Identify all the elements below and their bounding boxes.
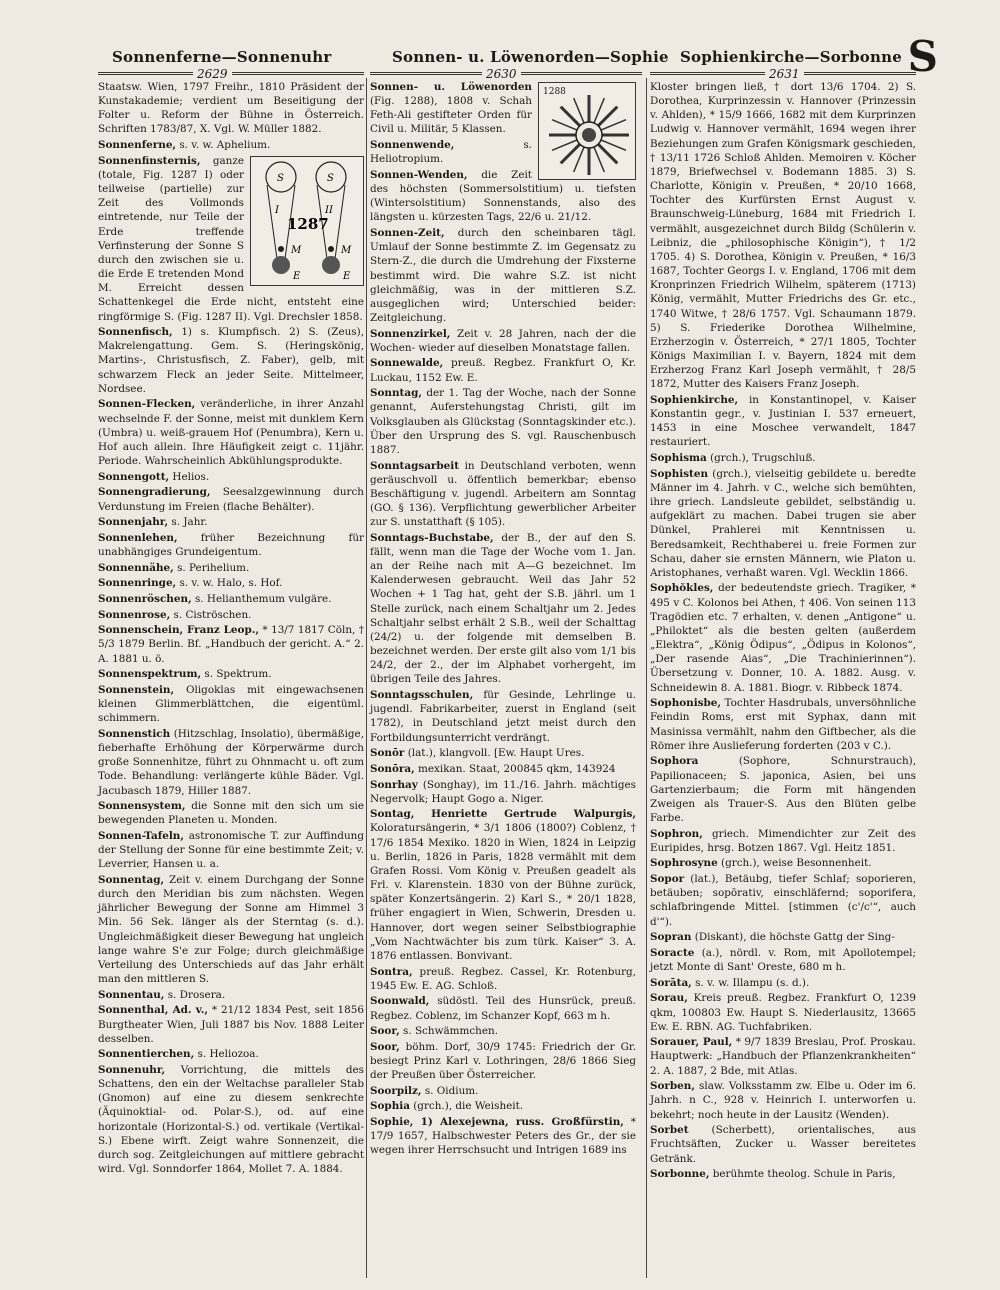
moon-left	[278, 246, 284, 252]
entry-text: (a.), nördl. v. Rom, mit Apollotempel; jetzt Monte di Sant' Oreste, 680 m h.	[650, 946, 916, 974]
entry-text: s. Jahr.	[168, 516, 208, 529]
dictionary-entry	[650, 393, 916, 450]
dictionary-entry	[370, 807, 636, 963]
figure-label: M	[341, 244, 352, 256]
entry-headword: Sonnen-Zeit,	[370, 227, 445, 240]
entry-text: Tochter Hasdrubals, unversöhnliche Feindin Roms, erst mit Syphax, dann mit Masinissa vermählt, nahm den Giftbecher, als die Römer ihre Auslieferung forderten (203 v C.).	[650, 697, 916, 752]
dictionary-entry	[370, 226, 636, 325]
entry-headword: Sonnen-Wenden,	[370, 168, 468, 181]
entry-text: s. Spektrum.	[201, 668, 272, 681]
entry-headword: Sorben,	[650, 1080, 695, 1093]
dictionary-entry	[650, 991, 916, 1033]
entry-headword: Sophora	[650, 755, 699, 768]
entry-text: böhm. Dorf, 30/9 1745: Friedrich der Gr. besiegt Prinz Karl v. Lothringen, 28/6 1866 Sieg der Preußen über Österreicher.	[370, 1040, 636, 1082]
dictionary-entry	[370, 356, 636, 384]
entry-text: der B., der auf den S. fällt, wenn man die Tage der Woche vom 1. Jan. an der Reihe nach mit A—G bezeichnet. Im Kalenderwesen gebraucht. Weil das Jahr 52 Wochen + 1 Tag hat, geht der S.B. jährl. um 1 Stelle zurück, nach einem Schaltjahr um 2. Jedes Schaltjahr selbst erhält 2 S.B., weil der Schalttag (24/2) u. der folgende mit demselben B. bezeichnet werden. Der erste gilt also vom 1/1 bis 24/2, der 2., der im Alphabet vorhergeht, im übrigen Teile des Jahres.	[370, 531, 636, 686]
entry-text: * 9/7 1839 Breslau, Prof. Proskau. Hauptwerk: „Handbuch der Pflanzenkrankheiten“ 2. A. 1887, 2 Bde, mit Atlas.	[650, 1036, 916, 1077]
dictionary-entry	[98, 576, 364, 590]
dictionary-entry	[370, 1099, 636, 1113]
entry-headword: Sorauer, Paul,	[650, 1036, 733, 1049]
entry-headword: Sonnensystem,	[98, 800, 186, 813]
entry-headword: Sonnennähe,	[98, 561, 174, 574]
dictionary-entry	[650, 451, 916, 465]
figure-label: S	[327, 172, 334, 184]
entry-text: Vorrichtung, die mittels des Schattens, den ein der Weltachse paralleler Stab (Gnomon) auf eine zu diesem senkrechte (Äquinoktial- od. Polar-S.), od. auf eine horizontale (Horizontal-S.) od. vertikale (Vertikal-S.) Ebene wirft. Zeigt wahre Sonnenzeit, die durch sog. Zeitgleichungen auf mittlere gebracht wird. Vgl. Sonndorfer 1864, Mollet 7. A. 1884.	[98, 1063, 364, 1176]
entry-headword: Sonnenschein, Franz Leop.,	[98, 624, 259, 637]
entry-text: (Hitzschlag, Insolatio), übermäßige, fieberhafte Erhöhung der Körperwärme durch große Sonnenhitze, führt zu Ohnmacht u. oft zum Tode. Behandlung: verlängerte kühle Bäder. Vgl. Jacubasch 1879, Hiller 1887.	[98, 727, 364, 797]
entry-text: slaw. Volksstamm zw. Elbe u. Oder im 6. Jahrh. n C., 928 v. Heinrich I. unterworfen u. bekehrt; noch heute in der Lausitz (Wenden).	[650, 1080, 916, 1121]
dictionary-entry	[370, 386, 636, 457]
figure-label: I	[275, 204, 279, 216]
entry-text: (grch.), die Weisheit.	[409, 1100, 524, 1113]
entry-headword: Sophisma	[650, 452, 707, 465]
entry-text: südöstl. Teil des Hunsrück, preuß. Regbez. Coblenz, im Schanzer Kopf, 663 m h.	[370, 995, 636, 1022]
dictionary-entry	[370, 1024, 636, 1038]
entry-headword: Sonnenröschen,	[98, 592, 192, 605]
entry-text: s. Heliozoa.	[194, 1048, 259, 1061]
entry-text: in Konstantinopel, v. Kaiser Konstantin gegr., v. Justinian I. 537 erneuert, 1453 in eine Moschee verwandelt, 1847 restauriert.	[650, 393, 916, 449]
dictionary-entry	[650, 80, 916, 391]
eclipse-diagram	[251, 157, 363, 285]
entry-text: s. Drosera.	[164, 988, 226, 1001]
entry-headword: Sonnenuhr,	[98, 1063, 166, 1076]
entry-text: astronomische T. zur Auffindung der Stellung der Sonne für eine bestimmte Zeit; v. Leverrier, Hansen u. a.	[98, 829, 364, 871]
dictionary-entry	[650, 930, 916, 944]
entry-text: (Songhay), im 11./16. Jahrh. mächtiges Negervolk; Haupt Gogo a. Niger.	[370, 778, 636, 805]
dictionary-entry	[650, 696, 916, 753]
entry-headword: Sopor	[650, 873, 685, 886]
header-rule-left	[98, 67, 364, 81]
entry-text: veränderliche, in ihrer Anzahl wechselnde F. der Sonne, meist mit dunklem Kern (Umbra) u. weiß-grauem Hof (Penumbra), Kern u. Hof auch allein. Ihre Häufigkeit zeigt c. 11jähr. Periode. Wahrscheinlich Abkühlungsprodukte.	[98, 398, 364, 468]
entry-headword: Sonnenringe,	[98, 577, 177, 590]
entry-headword: Sonntagsarbeit	[370, 459, 460, 472]
figure-label: M	[291, 244, 302, 256]
entry-headword: Sopran	[650, 931, 692, 944]
entry-headword: Sonnenfisch,	[98, 326, 173, 339]
dictionary-entry	[370, 459, 636, 530]
dictionary-entry	[98, 799, 364, 827]
shadow-ray	[267, 185, 277, 259]
entry-text: die Zeit des höchsten (Sommersolstitium) u. tiefsten (Wintersolstitium) Sonnenstands, also des längsten u. kürzesten Tags, 22/6 u. 21/12.	[370, 168, 636, 224]
entry-headword: Sonōra,	[370, 762, 415, 775]
entry-text: Zeit v. einem Durchgang der Sonne durch den Meridian bis zum nächsten. Wegen jährlicher Bewegung der Sonne am Himmel 3 Min. 56 Sek. länger als der Sterntag (s. d.). Ungleichmäßigkeit dieser Bewegung hat ungleich lange wahre S'e zur Folge; durch gleichmäßige Verteilung des Unterschieds auf das Jahr erhält man den mittleren S.	[98, 873, 364, 986]
entry-headword: Sonnenfinsternis,	[98, 154, 201, 167]
entry-text: s. Helianthemum vulgäre.	[191, 592, 332, 605]
dictionary-entry	[98, 829, 364, 871]
dictionary-entry	[98, 397, 364, 468]
dictionary-entry	[370, 1115, 636, 1157]
text-column-middle	[370, 80, 636, 1159]
entry-headword: Sorau,	[650, 992, 688, 1005]
dictionary-entry	[370, 994, 636, 1022]
dictionary-entry	[98, 988, 364, 1002]
entry-headword: Soor,	[370, 1040, 400, 1053]
dictionary-entry	[98, 154, 364, 324]
dictionary-entry	[650, 872, 916, 929]
figure-label: E	[343, 270, 351, 282]
dictionary-entry	[98, 325, 364, 396]
entry-text: berühmte theolog. Schule in Paris,	[709, 1168, 896, 1181]
entry-text: s. v. w. Halo, s. Hof.	[176, 577, 283, 590]
entry-headword: Sonnenferne,	[98, 139, 177, 152]
entry-text: (Fig. 1288), 1808 v. Schah Feth-Ali gestifteter Orden für Civil u. Militär, 5 Klassen.	[370, 95, 532, 136]
dictionary-entry	[650, 467, 916, 580]
dictionary-entry	[650, 1035, 916, 1077]
entry-text: s. Schwämmchen.	[399, 1025, 499, 1038]
entry-text: die Sonne mit den sich um sie bewegenden Planeten u. Monden.	[98, 800, 364, 827]
dictionary-entry	[650, 1079, 916, 1121]
entry-text: Helios.	[169, 470, 210, 483]
entry-text: Staatsw. Wien, 1797 Freihr., 1810 Präsident der Kunstakademie; verdient um Beseitigung der Folter u. Reform der Bühne in Österreich. Schriften 1783/87, X. Vgl. W. Müller 1882.	[98, 81, 364, 136]
dictionary-entry	[98, 470, 364, 484]
entry-headword: Sonnengradierung,	[98, 486, 211, 499]
figure-label: E	[293, 270, 301, 282]
header-rule-mid	[370, 67, 642, 81]
entry-headword: Soracte	[650, 946, 695, 959]
entry-text: Koloratursängerin, * 3/1 1806 (1800?) Coblenz, † 17/6 1854 Mexiko. 1820 in Wien, 1824 in Leipzig u. Berlin, 1826 in Paris, 1828 vermählt mit dem Grafen Rossi. Vom König v. Preußen geadelt als Frl. v. Klarenstein. 1830 von der Bühne zurück, später Konzertsängerin. 2) Karl S., * 20/1 1828, früher engagiert in Wien, Schwerin, Dresden u. Hannover, dort wegen seiner Selbstbiographie „Vom Nachtwächter bis zum türk. Kaiser“ 3. A. 1876 entlassen. Bonvivant.	[370, 822, 636, 962]
entry-headword: Soorpilz,	[370, 1084, 422, 1097]
dictionary-entry	[98, 80, 364, 137]
earth-left	[272, 256, 290, 274]
dictionary-entry	[98, 873, 364, 986]
entry-headword: Sonnenlehen,	[98, 531, 178, 544]
earth-right	[322, 256, 340, 274]
dictionary-entry	[650, 581, 916, 694]
entry-text: * 17/9 1657, Halbschwester Peters des Gr., der sie wegen ihrer Herrschsucht und Intrigen 1689 ins	[370, 1116, 636, 1157]
entry-headword: Sonnengott,	[98, 470, 170, 483]
entry-headword: Sonnenwende,	[370, 139, 455, 152]
moon-right	[328, 246, 334, 252]
entry-headword: Sonrhay	[370, 778, 418, 791]
entry-text: Oligoklas mit eingewachsenen kleinen Glimmerblättchen, die eigentüml. schimmern.	[98, 683, 364, 725]
entry-headword: Sonnen-Flecken,	[98, 398, 196, 411]
dictionary-entry	[98, 623, 364, 665]
entry-headword: Sonnenthal, Ad. v.,	[98, 1004, 208, 1017]
text-column-right	[650, 80, 916, 1183]
entry-text: durch den scheinbaren tägl. Umlauf der Sonne bestimmte Z. im Gegensatz zu Stern-Z., die durch die Umdrehung der Fixsterne bestimmt wird. Die wahre S.Z. ist nicht gleichmäßig, was in der mittleren S.Z. ausgeglichen wird; Unterschied beider: Zeitgleichung.	[370, 227, 636, 324]
entry-headword: Soonwald,	[370, 995, 430, 1008]
section-letter: S	[907, 32, 938, 81]
entry-headword: Sonnen-Tafeln,	[98, 829, 184, 842]
entry-text: (grch.), Trugschluß.	[706, 452, 816, 465]
dictionary-entry	[98, 561, 364, 575]
dictionary-entry	[370, 1040, 636, 1082]
dictionary-entry	[98, 608, 364, 622]
dictionary-entry	[370, 1084, 636, 1098]
dictionary-entry	[370, 778, 636, 806]
entry-headword: Sonnenzirkel,	[370, 327, 451, 340]
dictionary-entry	[98, 1063, 364, 1176]
entry-headword: Sorbonne,	[650, 1168, 710, 1181]
dictionary-entry	[370, 327, 636, 355]
dictionary-entry	[98, 1047, 364, 1061]
header-mid-title: Sonnen- u. Löwenorden—Sophie	[392, 48, 669, 66]
figure-label: II	[325, 204, 333, 216]
page-number-right: 2631	[765, 67, 804, 81]
dictionary-entry	[98, 138, 364, 152]
header-right-title: Sophienkirche—Sorbonne	[680, 48, 902, 66]
figure-label: S	[277, 172, 284, 184]
dictionary-entry	[98, 592, 364, 606]
entry-text: der 1. Tag der Woche, nach der Sonne genannt, Auferstehungstag Christi, gilt im Volksglauben als Glückstag (Sonntagskinder etc.). Über den Ursprung des S. vgl. Rauschenbusch 1887.	[370, 387, 636, 456]
dictionary-entry	[98, 727, 364, 798]
entry-headword: Sophonisbe,	[650, 697, 722, 710]
entry-text: Kloster bringen ließ, † dort 13/6 1704. 2) S. Dorothea, Kurprinzessin v. Hannover (Prinzessin v. Ahlden), * 15/9 1666, 1682 mit dem Kurprinzen Ludwig v. Hannover vermählt, 1694 wegen ihrer Beziehungen zum Grafen Königsmark geschieden, † 13/11 1726 Schloß Ahlden. Memoiren v. Köcher 1879, Briefwechsel v. Bodemann 1885. 3) S. Charlotte, Königin v. Preußen, * 20/10 1668, Tochter des Kurfürsten Ernst August v. Braunschweig-Lüneburg, 1684 mit Friedrich I. vermählt, ausgezeichnet durch Bildg (Schülerin v. Leibniz, die „philosophische Königin“), † 1/2 1705. 4) S. Dorothea, Königin v. Preußen, * 16/3 1687, Tochter Georgs I. v. England, 1706 mit dem Kronprinzen Friedrich Wilhelm, späterem (1713) König, vermählt, Mutter Friedrichs des Gr. etc., 1740 Witwe, † 28/6 1757. Vgl. Schaumann 1879. 5) S. Friederike Dorothea Wilhelmine, Erzherzogin v. Österreich, * 27/1 1805, Tochter Königs Maximilian I. v. Bayern, 1824 mit dem Erzherzog Franz Karl Joseph vermählt, † 28/5 1872, Mutter des Kaisers Franz Joseph.	[650, 81, 916, 391]
entry-headword: Sonnenspektrum,	[98, 668, 202, 681]
column-divider	[646, 78, 647, 1278]
figure-1287-eclipse	[250, 156, 364, 286]
page-number-mid: 2630	[482, 67, 521, 81]
column-divider	[366, 78, 367, 1278]
entry-text: preuß. Regbez. Frankfurt O, Kr. Luckau, 1152 Ew. E.	[370, 357, 636, 384]
entry-text: * 13/7 1817 Cöln, † 5/3 1879 Berlin. Bf. „Handbuch der gericht. A.“ 2. A. 1881 u. ö.	[98, 624, 364, 665]
entry-headword: Sophisten	[650, 467, 709, 480]
entry-headword: Sophie, 1) Alexejewna, russ. Großfürstin,	[370, 1116, 624, 1129]
entry-text: ganze (totale, Fig. 1287 I) oder teilweise (partielle) zur Zeit des Vollmonds eintretende, nur Teile der Erde treffende Verfinsterung der Sonne S durch den zwischen sie u. die Erde E tretenden Mond M. Erreicht dessen Schattenkegel die Erde nicht, entsteht eine ringförmige S. (Fig. 1287 II). Vgl. Drechsler 1858.	[98, 154, 364, 323]
header-left-title: Sonnenferne—Sonnenuhr	[112, 48, 332, 66]
entry-text: Zeit v. 28 Jahren, nach der die Wochen- wieder auf dieselben Monatstage fallen.	[370, 327, 636, 354]
dictionary-entry	[650, 946, 916, 974]
dictionary-entry	[650, 827, 916, 855]
entry-text: s. Perihelium.	[173, 561, 250, 574]
dictionary-entry	[370, 688, 636, 745]
entry-text: s. v. w. Illampu (s. d.).	[691, 976, 810, 989]
entry-text: mexikan. Staat, 200845 qkm, 143924	[414, 762, 616, 775]
entry-headword: Sonnenjahr,	[98, 516, 169, 529]
dictionary-entry	[650, 1167, 916, 1181]
entry-text: (lat.), klangvoll. [Ew. Haupt Ures.	[404, 747, 585, 760]
dictionary-entry	[370, 80, 636, 137]
dictionary-entry	[370, 762, 636, 776]
figure-number: 1288	[543, 87, 566, 97]
dictionary-entry	[98, 683, 364, 725]
dictionary-entry	[370, 965, 636, 993]
entry-text: (Sophore, Schnurstrauch), Papilionaceen; S. japonica, Asien, bei uns Gartenzierbaum; die Form mit hängenden Zweigen als Trauer-S. Aus den Blüten gelbe Farbe.	[650, 755, 916, 824]
entry-headword: Sonnenstein,	[98, 683, 175, 696]
entry-text: (grch.), vielseitig gebildete u. beredte Männer im 4. Jahrh. v C., welche sich bemühten, ihre griech. Landsleute gebildet, selbständig u. aufgeklärt zu machen. Dabei trugen sie aber Dünkel, Prahlerei mit Kenntnissen u. Beredsamkeit, Rechthaberei u. freie Formen zur Schau, daher sie ernsten Männern, wie Platon u. Aristophanes, verhaßt waren. Vgl. Wecklin 1866.	[650, 467, 916, 579]
figure-1288-order-star	[538, 82, 636, 180]
entry-headword: Sonnen- u. Löwenorden	[370, 81, 532, 93]
entry-text: * 21/12 1834 Pest, seit 1856 Burgtheater Wien, Juli 1887 bis Nov. 1888 Leiter desselben.	[98, 1004, 364, 1045]
dictionary-entry	[98, 485, 364, 513]
dictionary-entry	[98, 667, 364, 681]
entry-headword: Soor,	[370, 1025, 400, 1038]
dictionary-entry	[370, 746, 636, 760]
dictionary-entry	[370, 531, 636, 687]
entry-headword: Sonnenstich	[98, 727, 171, 740]
entry-headword: Sorbet	[650, 1124, 689, 1137]
entry-text: früher Bezeichnung für unabhängiges Grundeigentum.	[98, 531, 364, 558]
entry-headword: Sontra,	[370, 965, 413, 978]
entry-headword: Sonntagsschulen,	[370, 689, 474, 702]
entry-headword: Sonnentau,	[98, 988, 165, 1001]
entry-text: Seesalzgewinnung durch Verdunstung im Freien (flache Behälter).	[98, 486, 364, 513]
figure-number: 1287	[287, 214, 329, 233]
dictionary-entry	[650, 1123, 916, 1165]
text-column-left	[98, 80, 364, 1178]
entry-text: preuß. Regbez. Cassel, Kr. Rotenburg, 1945 Ew. E. AG. Schloß.	[370, 965, 636, 992]
entry-headword: Sophron,	[650, 827, 703, 840]
dictionary-entry	[650, 754, 916, 825]
entry-headword: Sonnentierchen,	[98, 1048, 195, 1061]
entry-text: (grch.), weise Besonnenheit.	[717, 857, 872, 870]
entry-text: griech. Mimendichter zur Zeit des Euripides, hrsg. Botzen 1867. Vgl. Heitz 1851.	[650, 827, 916, 854]
entry-text: Kreis preuß. Regbez. Frankfurt O, 1239 qkm, 100803 Ew. Haupt S. Niederlausitz, 13665 Ew. E. RBN. AG. Tuchfabriken.	[650, 992, 916, 1033]
entry-headword: Sonōr	[370, 747, 405, 760]
entry-text: 1) s. Klumpfisch. 2) S. (Zeus), Makrelengattung. Gem. S. (Heringskönig, Martins-, Christusfisch, Z. Faber), gelb, mit schwarzem Fleck an jeder Seite. Mittelmeer, Nordsee.	[98, 326, 364, 395]
dictionary-entry	[650, 976, 916, 990]
entry-headword: Sonntag,	[370, 387, 422, 400]
entry-headword: Sophienkirche,	[650, 393, 739, 406]
entry-text: in Deutschland verboten, wenn geräuschvoll u. öffentlich bemerkbar; ebenso Beschäftigung v. jugendl. Arbeitern am Sonntag (GO. § 136). Verpflichtung gewerblicher Arbeiter zur S. unstatthaft (§ 105).	[370, 459, 636, 529]
entry-text: (Scherbett), orientalisches, aus Fruchtsäften, Zucker u. Wasser bereitetes Getränk.	[650, 1124, 916, 1165]
entry-text: s. Ciströschen.	[170, 608, 252, 621]
entry-headword: Sontag, Henriette Gertrude Walpurgis,	[370, 808, 636, 821]
entry-headword: Sonntags-Buchstabe,	[370, 531, 494, 544]
entry-text: für Gesinde, Lehrlinge u. jugendl. Fabrikarbeiter, zuerst in England (seit 1782), in Deutschland jetzt meist durch den Fortbildungsunterricht verdrängt.	[370, 689, 636, 744]
dictionary-entry	[650, 856, 916, 870]
entry-text: s. Heliotropium.	[370, 139, 532, 166]
dictionary-entry	[98, 531, 364, 559]
dictionary-entry	[98, 515, 364, 529]
page-number-left: 2629	[193, 67, 232, 81]
entry-headword: Sophia	[370, 1100, 410, 1113]
header-rule-right	[650, 67, 916, 81]
entry-text: (Diskant), die höchste Gattg der Sing-	[691, 931, 895, 944]
entry-text: der bedeutendste griech. Tragiker, * 495 v C. Kolonos bei Athen, † 406. Von seinen 113 Tragödien etc. 7 erhalten, v. denen „Antigone“ u. „Philoktet“ als die besten gelten (außerdem „Elektra“, „König Ödipus“, „Ödipus in Kolonos“, „Der rasende Aias“, „Die Trachinierinnen“). Übersetzung v. Donner, 10. A. 1882. Ausg. v. Schneidewin 8. A. 1881. Biogr. v. Ribbeck 1874.	[650, 582, 916, 694]
entry-text: (lat.), Betäubg, tiefer Schlaf; soporieren, betäuben; sopōrativ, einschläfernd; soporifera, schlafbringende Mittel. [stimmen (c'/c'“, auch d'“).	[650, 873, 916, 928]
entry-text: s. Oidium.	[421, 1084, 479, 1097]
entry-headword: Sophŏkles,	[650, 582, 714, 595]
entry-headword: Sophrosyne	[650, 857, 718, 870]
medallion-lion-sun	[582, 128, 596, 142]
entry-headword: Sorāta,	[650, 976, 692, 989]
entry-headword: Sonnewalde,	[370, 357, 444, 370]
entry-text: s. v. w. Aphelium.	[176, 139, 271, 152]
entry-headword: Sonnenrose,	[98, 608, 171, 621]
entry-headword: Sonnentag,	[98, 873, 165, 886]
dictionary-entry	[98, 1003, 364, 1045]
